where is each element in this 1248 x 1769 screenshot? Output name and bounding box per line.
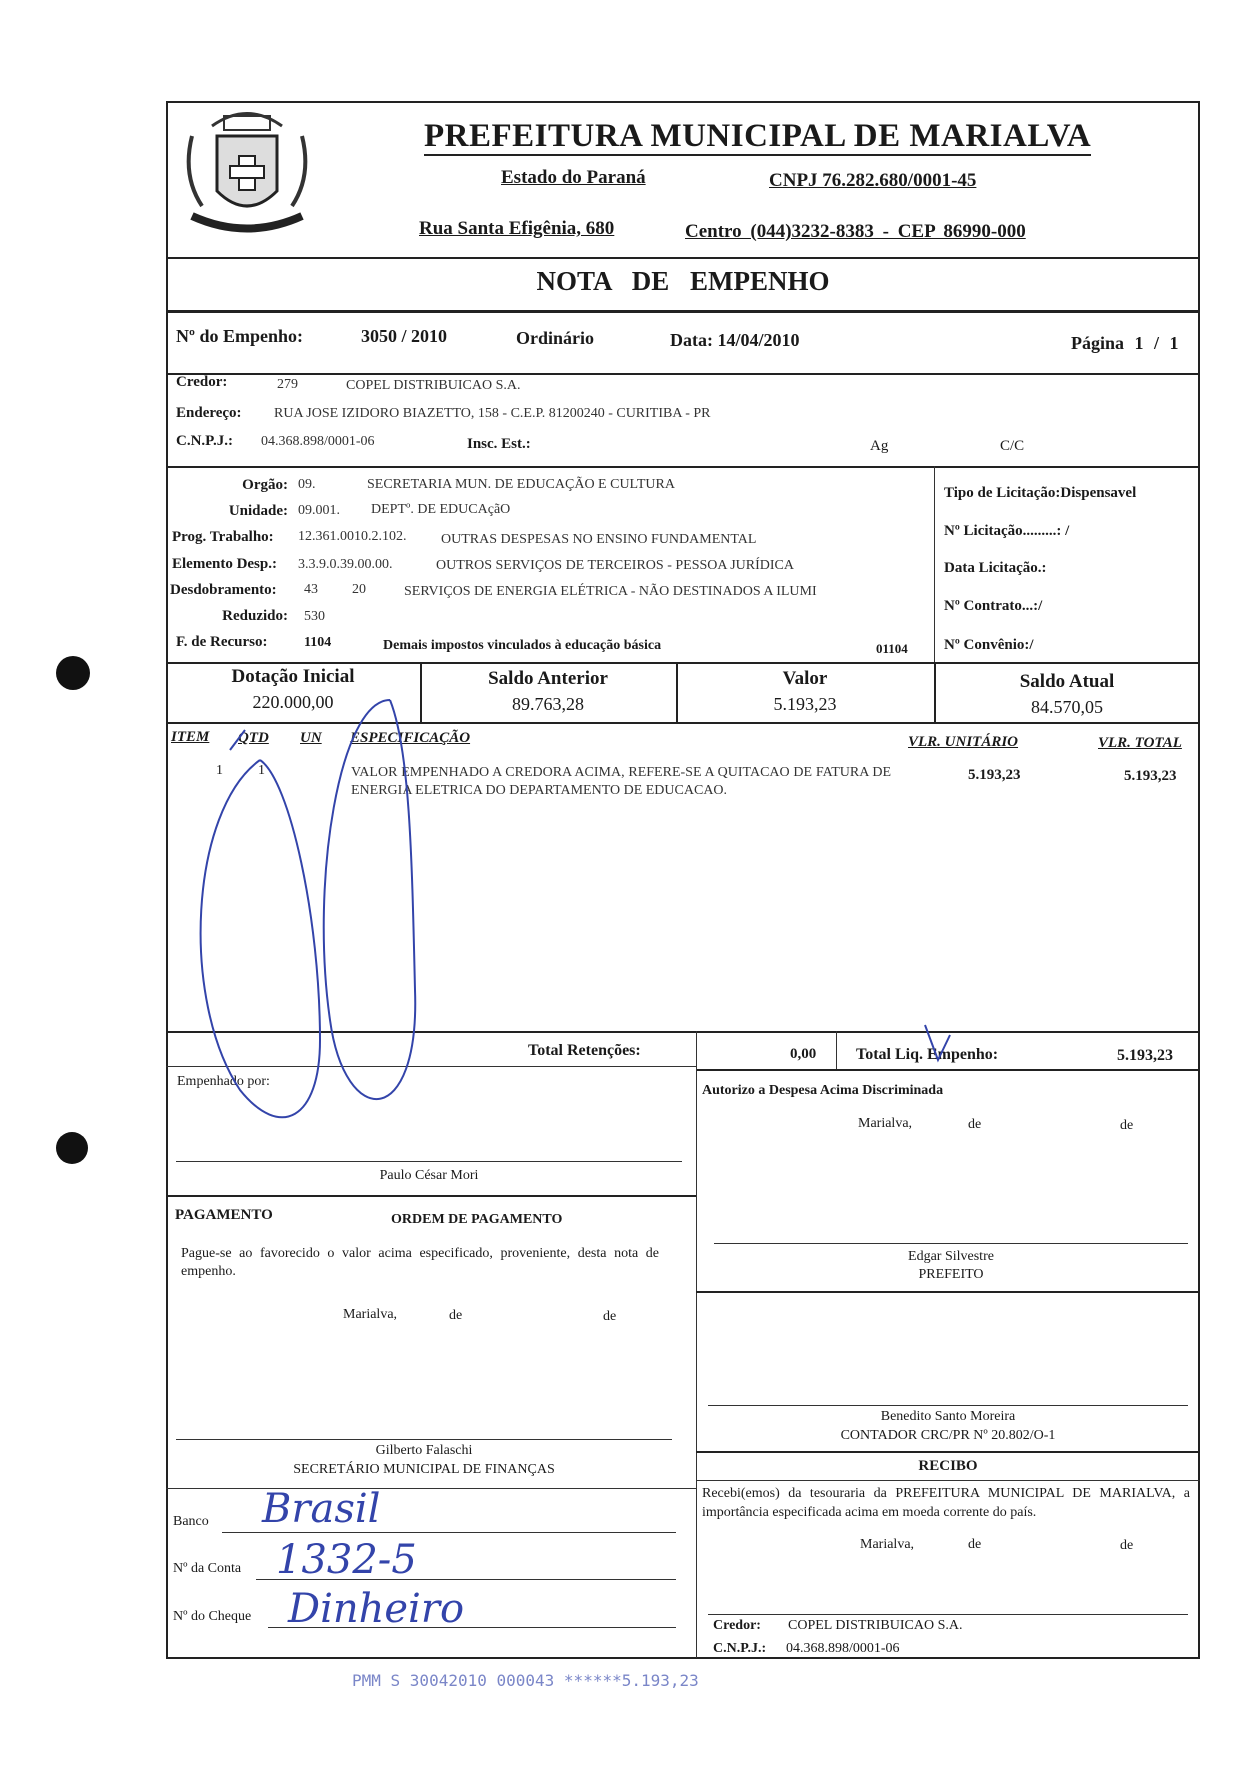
tipo-licitacao: Tipo de Licitação:Dispensavel xyxy=(944,485,1137,501)
conta-label: Nº da Conta xyxy=(173,1561,242,1576)
fonte-recurso-tail: 01104 xyxy=(876,641,908,656)
state-label: Estado do Paraná xyxy=(501,167,646,188)
creditor-code: 279 xyxy=(277,377,298,392)
cnpj-label: CNPJ 76.282.680/0001-45 xyxy=(769,170,977,191)
conta-handwritten: 1332-5 xyxy=(276,1537,417,1583)
orgao-code: 09. xyxy=(298,477,316,492)
dotacao-inicial-label: Dotação Inicial xyxy=(231,666,355,687)
binder-hole-bottom xyxy=(56,1132,88,1164)
elemento-desp-code: 3.3.9.0.39.00.00. xyxy=(298,557,393,572)
contador-signer: Benedito Santo Moreira xyxy=(880,1409,1016,1424)
elemento-desp-label: Elemento Desp.: xyxy=(172,556,277,572)
creditor-label: Credor: xyxy=(176,374,228,390)
saldo-atual-label: Saldo Atual xyxy=(1019,671,1115,692)
valor-label: Valor xyxy=(782,668,828,689)
recibo-de-2: de xyxy=(1120,1538,1134,1553)
address-label: Rua Santa Efigênia, 680 xyxy=(419,218,615,239)
insc-est-label: Insc. Est.: xyxy=(467,436,531,452)
cheque-label: Nº do Cheque xyxy=(173,1609,252,1624)
banco-handwritten: Brasil xyxy=(262,1486,381,1532)
unidade-code: 09.001. xyxy=(298,503,340,518)
agency-label: Ag xyxy=(870,438,889,454)
pagamento-signer: Gilberto Falaschi xyxy=(375,1443,473,1458)
recibo-city: Marialva, xyxy=(860,1537,915,1552)
empenho-number: 3050 / 2010 xyxy=(361,326,448,346)
total-liquido-label: Total Liq. Empenho: xyxy=(856,1046,999,1063)
col-header-unit-value: VLR. UNITÁRIO xyxy=(908,734,1019,750)
recibo-cnpj-label: C.N.P.J.: xyxy=(713,1641,767,1656)
empenho-type: Ordinário xyxy=(516,328,595,348)
prog-trabalho-code: 12.361.0010.2.102. xyxy=(298,529,407,544)
desdobramento-code: 43 xyxy=(304,582,318,597)
autorizo-city: Marialva, xyxy=(858,1116,913,1131)
prog-trabalho-label: Prog. Trabalho: xyxy=(172,529,274,545)
binder-hole-top xyxy=(56,656,90,690)
pagamento-text: Pague-se ao favorecido o valor acima especificado, proveniente, desta nota de empenho. xyxy=(181,1246,659,1279)
numero-convenio: Nº Convênio:/ xyxy=(944,637,1034,653)
desdobramento-name: SERVIÇOS DE ENERGIA ELÉTRICA - NÃO DESTINADOS A ILUMI xyxy=(404,584,817,599)
district-phone-label: Centro (044)3232-8383 - CEP 86990-000 xyxy=(685,221,1026,242)
pagamento-de-2: de xyxy=(603,1309,617,1324)
account-label: C/C xyxy=(1000,438,1025,454)
empenhado-signer: Paulo César Mori xyxy=(379,1168,479,1183)
row-specification: VALOR EMPENHADO A CREDORA ACIMA, REFERE-SE A QUITACAO DE FATURA DE ENERGIA ELETRICA DO DEPARTAMENTO DE EDUCACAO. xyxy=(351,765,891,798)
desdobramento-label: Desdobramento: xyxy=(170,582,277,598)
municipal-coat-of-arms-icon xyxy=(172,96,322,246)
saldo-atual-value: 84.570,05 xyxy=(1031,697,1103,717)
autorizo-role: PREFEITO xyxy=(918,1267,984,1282)
creditor-cnpj-label: C.N.P.J.: xyxy=(176,433,233,449)
row-qtd: 1 xyxy=(258,763,265,778)
pagamento-city: Marialva, xyxy=(343,1307,398,1322)
recibo-credor-name: COPEL DISTRIBUICAO S.A. xyxy=(788,1618,963,1633)
contador-role: CONTADOR CRC/PR Nº 20.802/O-1 xyxy=(840,1428,1056,1443)
total-retencoes-value: 0,00 xyxy=(790,1046,817,1062)
prog-trabalho-name: OUTRAS DESPESAS NO ENSINO FUNDAMENTAL xyxy=(441,532,757,547)
banco-label: Banco xyxy=(173,1514,209,1529)
empenho-date: Data: 14/04/2010 xyxy=(670,330,800,350)
creditor-name: COPEL DISTRIBUICAO S.A. xyxy=(346,378,521,393)
recibo-de-1: de xyxy=(968,1537,982,1552)
orgao-label: Orgão: xyxy=(242,477,288,493)
dotacao-inicial-value: 220.000,00 xyxy=(252,692,334,712)
autorizo-label: Autorizo a Despesa Acima Discriminada xyxy=(702,1083,944,1098)
fonte-recurso-label: F. de Recurso: xyxy=(176,634,268,650)
unidade-label: Unidade: xyxy=(228,503,288,519)
recibo-label: RECIBO xyxy=(918,1458,978,1474)
processing-stamp: PMM S 30042010 000043 ******5.193,23 xyxy=(352,1671,699,1690)
recibo-cnpj: 04.368.898/0001-06 xyxy=(786,1641,900,1656)
creditor-address: RUA JOSE IZIDORO BIAZETTO, 158 - C.E.P. 81200240 - CURITIBA - PR xyxy=(274,406,711,421)
saldo-anterior-label: Saldo Anterior xyxy=(488,668,608,689)
data-licitacao: Data Licitação.: xyxy=(944,560,1047,576)
elemento-desp-name: OUTROS SERVIÇOS DE TERCEIROS - PESSOA JURÍDICA xyxy=(436,558,795,573)
ordem-pagamento-label: ORDEM DE PAGAMENTO xyxy=(391,1212,563,1227)
fonte-recurso-code: 1104 xyxy=(304,635,332,650)
recibo-text: Recebi(emos) da tesouraria da PREFEITURA MUNICIPAL DE MARIALVA, a importância especificada acima em moeda corrente do país. xyxy=(702,1486,1190,1520)
empenho-number-label: Nº do Empenho: xyxy=(176,326,303,346)
fonte-recurso-name: Demais impostos vinculados à educação básica xyxy=(383,638,662,653)
recibo-credor-label: Credor: xyxy=(713,1618,761,1633)
col-header-item: ITEM xyxy=(171,729,210,745)
autorizo-de-1: de xyxy=(968,1117,982,1132)
row-item: 1 xyxy=(216,763,223,778)
reduzido-label: Reduzido: xyxy=(222,608,288,624)
total-liquido-value: 5.193,23 xyxy=(1117,1047,1173,1064)
pagamento-role: SECRETÁRIO MUNICIPAL DE FINANÇAS xyxy=(293,1462,555,1477)
pagamento-de-1: de xyxy=(449,1308,463,1323)
col-header-qtd: QTD xyxy=(238,730,269,746)
numero-contrato: Nº Contrato...:/ xyxy=(944,598,1043,614)
cheque-handwritten: Dinheiro xyxy=(288,1586,465,1632)
row-unit-value: 5.193,23 xyxy=(968,767,1021,783)
desdobramento-sub: 20 xyxy=(352,582,366,597)
numero-licitacao: Nº Licitação.........: / xyxy=(944,523,1070,539)
col-header-spec: ESPECIFICAÇÃO xyxy=(350,730,471,746)
col-header-total-value: VLR. TOTAL xyxy=(1098,735,1182,751)
document-title: NOTA DE EMPENHO xyxy=(536,266,830,296)
unidade-name: DEPTº. DE EDUCAçãO xyxy=(371,502,511,517)
total-retencoes-label: Total Retenções: xyxy=(528,1042,641,1059)
municipality-title: PREFEITURA MUNICIPAL DE MARIALVA xyxy=(424,118,1092,154)
pagamento-label: PAGAMENTO xyxy=(175,1207,273,1223)
empenhado-por-label: Empenhado por: xyxy=(177,1074,270,1089)
orgao-name: SECRETARIA MUN. DE EDUCAÇÃO E CULTURA xyxy=(367,477,675,492)
handwritten-annotation-marks xyxy=(170,660,450,1180)
valor-value: 5.193,23 xyxy=(773,694,837,714)
row-total-value: 5.193,23 xyxy=(1124,768,1177,784)
autorizo-signer: Edgar Silvestre xyxy=(908,1249,994,1264)
page-number: Página 1 / 1 xyxy=(1071,333,1179,353)
creditor-cnpj: 04.368.898/0001-06 xyxy=(261,434,375,449)
checkmark-annotation xyxy=(920,1020,960,1070)
autorizo-de-2: de xyxy=(1120,1118,1134,1133)
saldo-anterior-value: 89.763,28 xyxy=(512,694,584,714)
col-header-un: UN xyxy=(300,730,322,746)
creditor-address-label: Endereço: xyxy=(176,405,242,421)
reduzido-code: 530 xyxy=(304,609,325,624)
